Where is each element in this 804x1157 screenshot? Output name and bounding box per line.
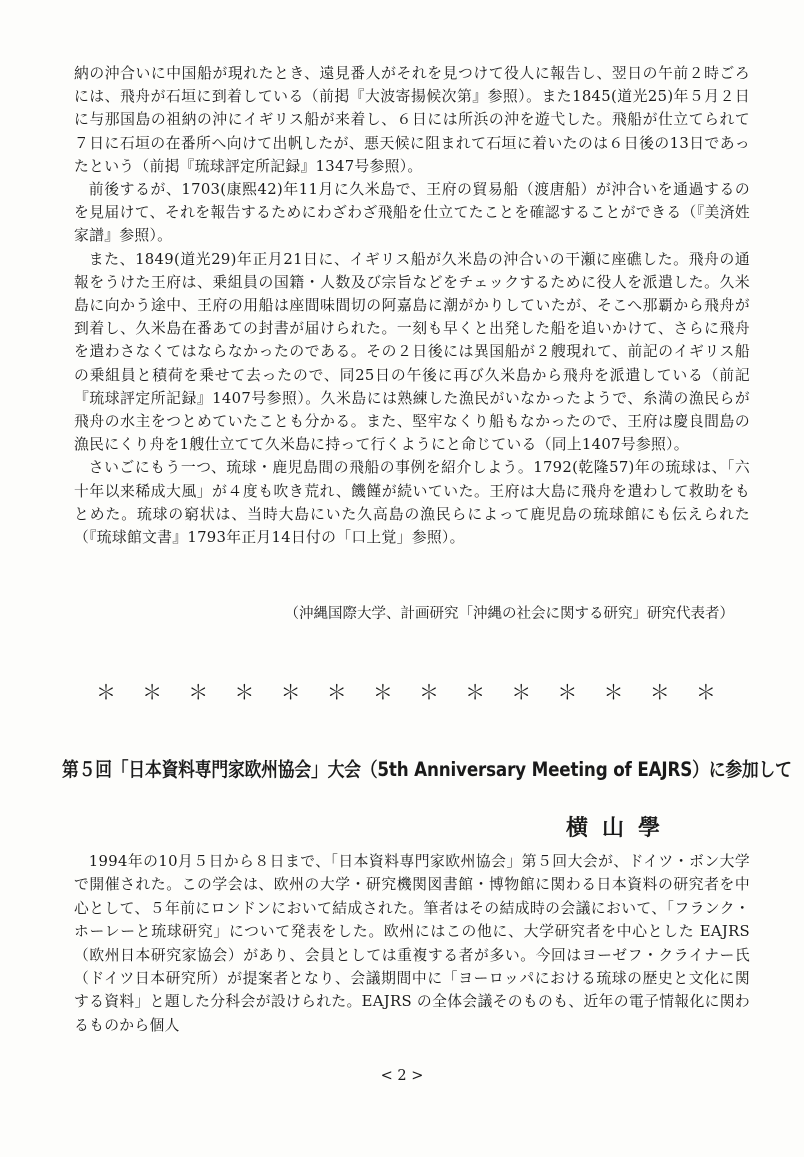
divider-star: ＊: [695, 680, 716, 704]
article2-body: [74, 850, 750, 1037]
article-title: 第５回「日本資料専門家欧州協会」大会（5th Anniversary Meeting of EAJRS）に参加して: [62, 758, 792, 781]
divider-star: ＊: [326, 680, 347, 704]
divider-star: ＊: [557, 680, 578, 704]
divider-star: ＊: [96, 680, 116, 704]
divider-star: ＊: [372, 680, 393, 704]
paragraph-1: 納の沖合いに中国船が現れたとき、遠見番人がそれを見つけて役人に報告し、翌日の午前２時ごろには、飛舟が石垣に到着している（前掲『大波寄揚候次第』参照）。また1845(道光25)年５月２日に与那国島の祖納の沖にイギリス船が来着し、６日には所浜の沖を遊弋した。飛船が仕立てられて７日に石垣の在番所へ向けて出帆したが、悪天候に阻まれて石垣に着いたのは６日後の13日であったという（前掲『琉球評定所記録』1347号参照）。: [74, 65, 750, 175]
article-body: [74, 62, 750, 549]
article2-paragraph-1: 1994年の10月５日から８日まで、「日本資料専門家欧州協会」第５回大会が、ドイツ・ボン大学で開催された。この学会は、欧州の大学・研究機関図書館・博物館に関わる日本資料の研究者を中心として、５年前にロンドンにおいて結成された。筆者はその結成時の会議において、「フランク・ホーレーと琉球研究」について発表をした。欧州にはこの他に、大学研究者を中心とした EAJRS（欧州日本研究家協会）があり、会員としては重複する者が多い。今回はヨーゼフ・クライナー氏（ドイツ日本研究所）が提案者となり、会議期間中に「ヨーロッパにおける琉球の歴史と文化に関する資料」と題した分科会が設けられた。EAJRS の全体会議そのものも、近年の電子情報化に関わるものから個人: [74, 853, 750, 1034]
author-affiliation: （沖縄国際大学、計画研究「沖縄の社会に関する研究」研究代表者）: [284, 606, 734, 622]
divider-star: ＊: [649, 680, 670, 704]
divider-star: ＊: [418, 680, 439, 704]
divider-star: ＊: [142, 680, 163, 704]
section-divider: [96, 676, 716, 705]
paragraph-4: さいごにもう一つ、琉球・鹿児島間の飛船の事例を紹介しよう。1792(乾隆57)年の琉球は、「六十年以来稀成大風」が４度も吹き荒れ、饑饉が続いていた。王府は大島に飛舟を遣わして救助をもとめた。琉球の窮状は、当時大島にいた久高島の漁民らによって鹿児島の琉球館にも伝えられた（『琉球館文書』1793年正月14日付の「口上覚」参照）。: [74, 459, 750, 547]
divider-star: ＊: [465, 680, 486, 704]
paragraph-2: 前後するが、1703(康熙42)年11月に久米島で、王府の貿易船（渡唐船）が沖合いを通過するのを見届けて、それを報告するためにわざわざ飛船を仕立てたことを確認することができる（『美済姓家譜』参照）。: [74, 181, 750, 245]
article-author: 横山學: [566, 815, 675, 841]
paragraph-3: また、1849(道光29)年正月21日に、イギリス船が久米島の沖合いの干瀬に座礁した。飛舟の通報をうけた王府は、乗組員の国籍・人数及び宗旨などをチェックするために役人を派遣した。久米島に向かう途中、王府の用船は座間味間切の阿嘉島に潮がかりしていたが、そこへ那覇から飛舟が到着し、久米島在番あての封書が届けられた。一刻も早くと出発した船を追いかけて、さらに飛舟を遣わさなくてはならなかったのである。その２日後には異国船が２艘現れて、前記のイギリス船の乗組員と積荷を乗せて去ったので、同25日の午後に再び久米島から飛舟を派遣している（前記『琉球評定所記録』1407号参照）。久米島には熟練した漁民がいなかったようで、糸満の漁民らが飛舟の水主をつとめていたことも分かる。また、堅牢なくり船もなかったので、王府は慶良間島の漁民にくり舟を1艘仕立てて久米島に持って行くようにと命じている（同上1407号参照）。: [74, 250, 750, 454]
page-number: < 2 >: [380, 1068, 424, 1084]
divider-star: ＊: [603, 680, 624, 704]
divider-star: ＊: [511, 680, 532, 704]
divider-star: ＊: [188, 680, 209, 704]
divider-star: ＊: [280, 680, 301, 704]
divider-star: ＊: [234, 680, 255, 704]
